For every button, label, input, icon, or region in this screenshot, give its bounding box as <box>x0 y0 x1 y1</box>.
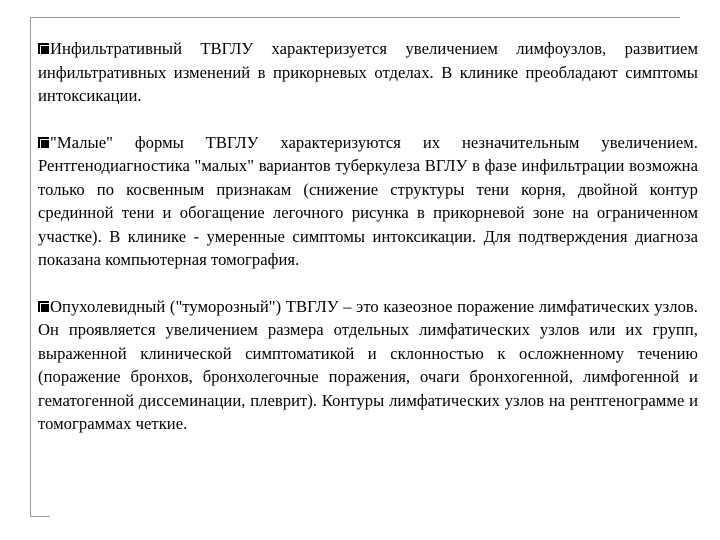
paragraph-tumorous <box>38 295 698 436</box>
checkbox-bullet-icon <box>38 137 49 148</box>
checkbox-bullet-icon <box>38 43 49 54</box>
paragraph-small-forms <box>38 131 698 272</box>
checkbox-bullet-icon <box>38 301 49 312</box>
paragraph-text: Опухолевидный ("туморозный") ТВГЛУ – это казеозное поражение лимфатических узлов. Он проявляется увеличением размера отдельных лимфатических узлов или их групп, выраженной клинической симптоматикой и склонностью к осложненному течению (поражение бронхов, бронхолегочные поражения, очаги бронхогенной, лимфогенной и гематогенной диссеминации, плеврит). Контуры лимфатических узлов на рентгенограмме и томограммах четкие. <box>38 296 698 433</box>
paragraph-text: "Малые" формы ТВГЛУ характеризуются их незначительным увеличением. Рентгенодиагностика "малых" вариантов туберкулеза ВГЛУ в фазе инфильтрации возможна только по косвенным признакам (снижение структуры тени корня, двойной контур срединной тени и обогащение легочного рисунка в прикорневой зоне на ограниченном участке). В клинике - умеренные симптомы интоксикации. Для подтверждения диагноза показана компьютерная томография. <box>38 132 698 269</box>
slide-frame-bottom-tick <box>30 516 50 517</box>
slide-frame-top-line <box>30 17 680 18</box>
slide-frame-left-line <box>30 17 31 517</box>
paragraph-infiltrative <box>38 37 698 108</box>
slide-text-body <box>38 37 698 436</box>
paragraph-text: Инфильтративный ТВГЛУ характеризуется увеличением лимфоузлов, развитием инфильтративных изменений в прикорневых отделах. В клинике преобладают симптомы интоксикации. <box>38 39 698 105</box>
